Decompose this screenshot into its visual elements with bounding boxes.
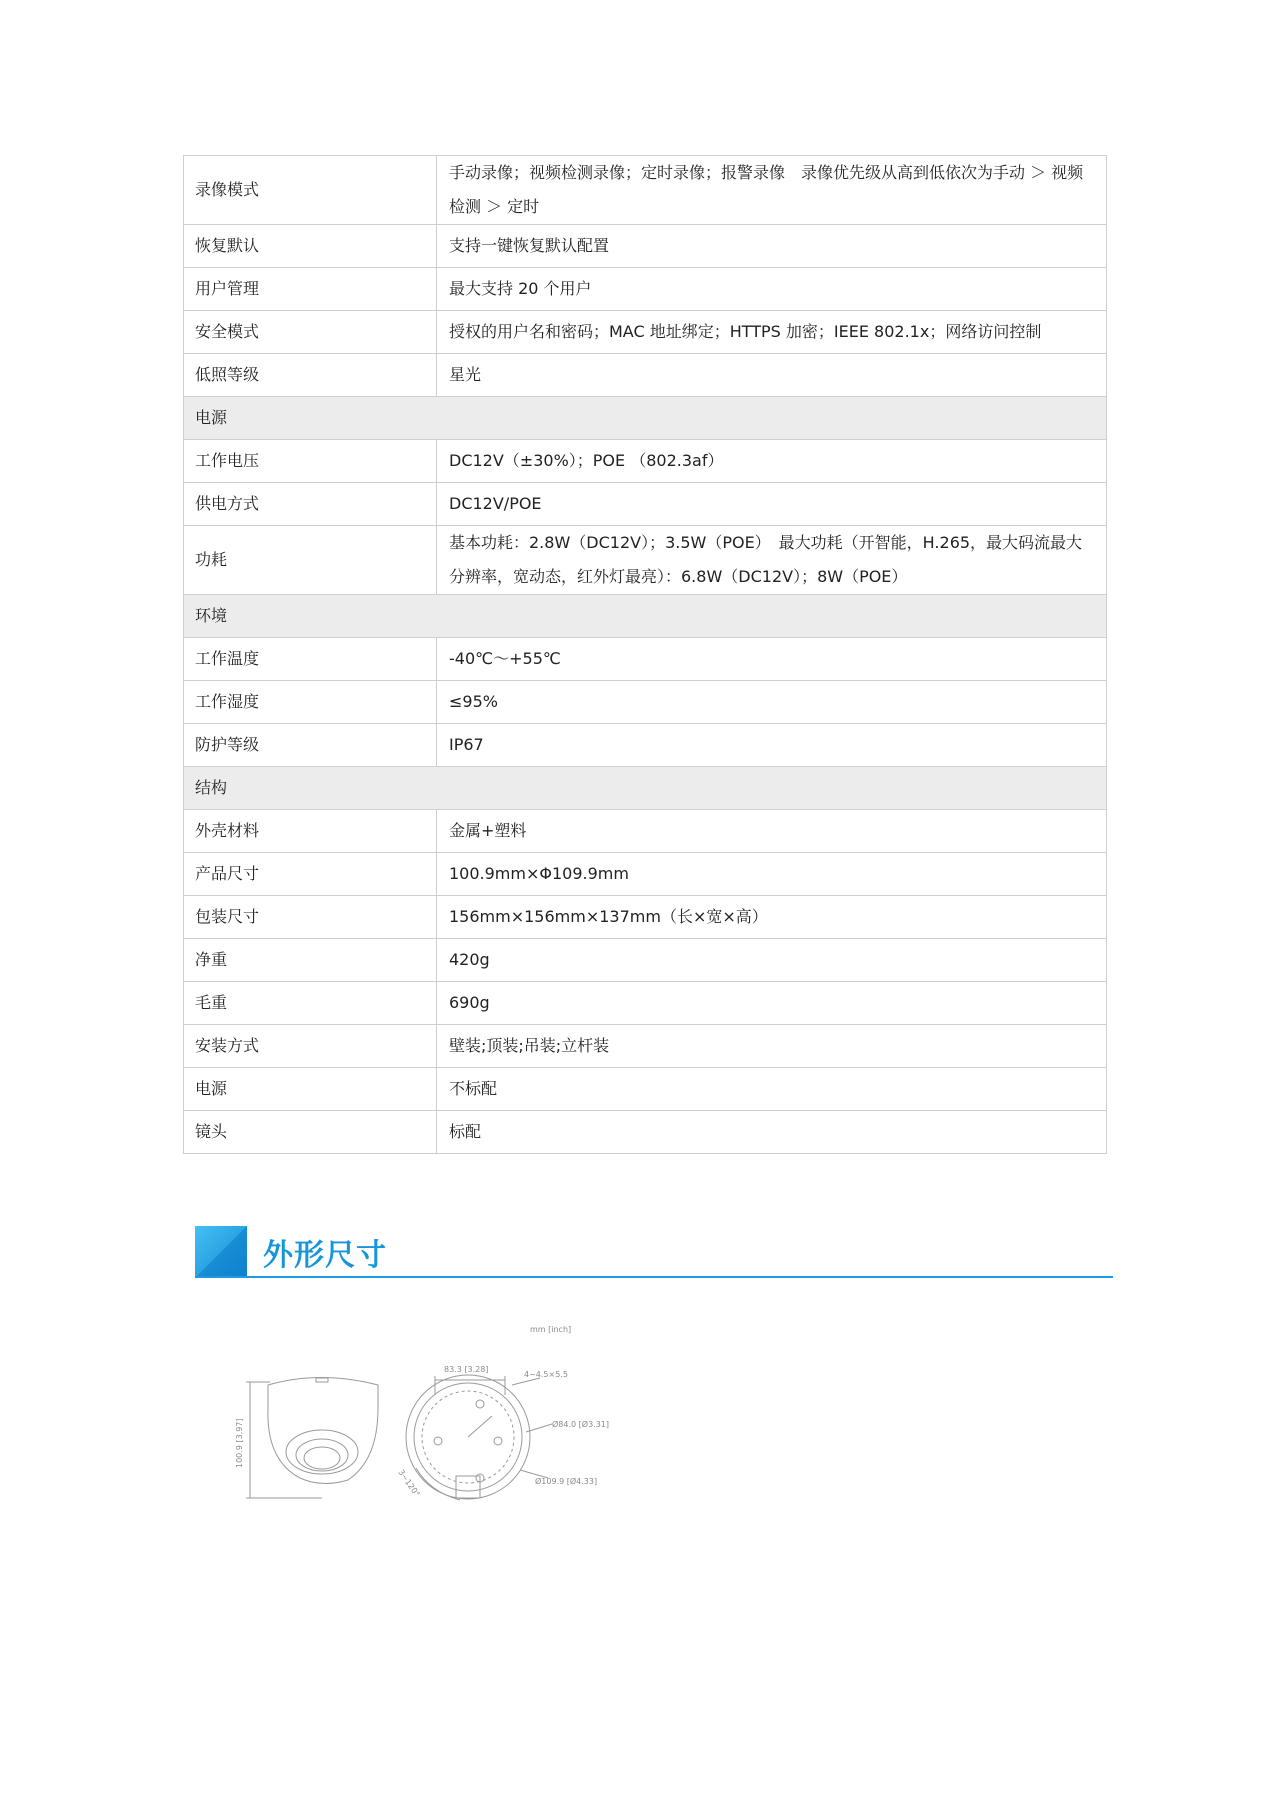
spec-value: 手动录像；视频检测录像；定时录像；报警录像 录像优先级从高到低依次为手动 ＞ 视频检测 ＞ 定时: [437, 156, 1107, 225]
spec-row: [184, 1025, 1107, 1068]
heading-underline: [195, 1276, 1113, 1278]
dimension-drawing: [230, 1320, 650, 1520]
spec-row: [184, 724, 1107, 767]
holes-dimension-label: 4~4.5×5.5: [524, 1370, 568, 1379]
section-label: 结构: [184, 767, 1107, 810]
spec-key: 工作温度: [184, 638, 437, 681]
spec-value: 最大支持 20 个用户: [437, 268, 1107, 311]
angle-label: 3~120°: [396, 1467, 422, 1499]
spec-row: [184, 526, 1107, 595]
top-view: [406, 1375, 552, 1500]
section-title: 外形尺寸: [263, 1238, 387, 1273]
spec-row: [184, 311, 1107, 354]
spec-key: 工作电压: [184, 440, 437, 483]
spec-section-row: [184, 767, 1107, 810]
spec-value: ≤95%: [437, 681, 1107, 724]
spec-value: 不标配: [437, 1068, 1107, 1111]
spec-key: 外壳材料: [184, 810, 437, 853]
spec-key: 安全模式: [184, 311, 437, 354]
spec-section-row: [184, 397, 1107, 440]
spec-table: [183, 155, 1107, 1154]
spec-value: 星光: [437, 354, 1107, 397]
spec-table-body: [184, 156, 1107, 1154]
spec-key: 工作湿度: [184, 681, 437, 724]
spec-value: 支持一键恢复默认配置: [437, 225, 1107, 268]
spec-row: [184, 982, 1107, 1025]
spec-value: DC12V（±30%）；POE （802.3af）: [437, 440, 1107, 483]
spec-key: 功耗: [184, 526, 437, 595]
width-dimension-label: 83.3 [3.28]: [444, 1365, 489, 1374]
spec-row: [184, 268, 1107, 311]
outer-diameter-label: Ø109.9 [Ø4.33]: [535, 1477, 598, 1486]
spec-row: [184, 156, 1107, 225]
spec-row: [184, 810, 1107, 853]
spec-section-row: [184, 595, 1107, 638]
spec-key: 净重: [184, 939, 437, 982]
unit-label: mm [inch]: [530, 1325, 572, 1334]
inner-diameter-label: Ø84.0 [Ø3.31]: [552, 1420, 610, 1429]
spec-key: 用户管理: [184, 268, 437, 311]
spec-row: [184, 939, 1107, 982]
spec-value: 690g: [437, 982, 1107, 1025]
spec-key: 电源: [184, 1068, 437, 1111]
spec-row: [184, 853, 1107, 896]
spec-value: DC12V/POE: [437, 483, 1107, 526]
side-view: [246, 1378, 378, 1499]
spec-value: IP67: [437, 724, 1107, 767]
spec-key: 镜头: [184, 1111, 437, 1154]
spec-row: [184, 225, 1107, 268]
section-label: 环境: [184, 595, 1107, 638]
spec-key: 低照等级: [184, 354, 437, 397]
spec-row: [184, 1068, 1107, 1111]
spec-value: 100.9mm×Φ109.9mm: [437, 853, 1107, 896]
spec-key: 产品尺寸: [184, 853, 437, 896]
spec-value: 基本功耗：2.8W（DC12V）；3.5W（POE） 最大功耗（开智能，H.265，最大码流最大分辨率，宽动态，红外灯最亮）：6.8W（DC12V）；8W（POE）: [437, 526, 1107, 595]
spec-value: -40℃～+55℃: [437, 638, 1107, 681]
spec-key: 录像模式: [184, 156, 437, 225]
spec-row: [184, 354, 1107, 397]
spec-key: 安装方式: [184, 1025, 437, 1068]
spec-value: 420g: [437, 939, 1107, 982]
spec-row: [184, 896, 1107, 939]
spec-value: 金属+塑料: [437, 810, 1107, 853]
section-heading: [195, 1226, 1113, 1278]
spec-value: 标配: [437, 1111, 1107, 1154]
heading-accent-block: [195, 1226, 247, 1278]
spec-key: 防护等级: [184, 724, 437, 767]
spec-key: 毛重: [184, 982, 437, 1025]
height-dimension-label: 100.9 [3.97]: [235, 1418, 244, 1468]
spec-row: [184, 483, 1107, 526]
section-label: 电源: [184, 397, 1107, 440]
spec-row: [184, 681, 1107, 724]
spec-value: 壁装;顶装;吊装;立杆装: [437, 1025, 1107, 1068]
spec-value: 授权的用户名和密码；MAC 地址绑定；HTTPS 加密；IEEE 802.1x；网络访问控制: [437, 311, 1107, 354]
spec-key: 包装尺寸: [184, 896, 437, 939]
spec-row: [184, 440, 1107, 483]
spec-value: 156mm×156mm×137mm（长×宽×高）: [437, 896, 1107, 939]
spec-key: 恢复默认: [184, 225, 437, 268]
spec-row: [184, 1111, 1107, 1154]
spec-row: [184, 638, 1107, 681]
spec-key: 供电方式: [184, 483, 437, 526]
